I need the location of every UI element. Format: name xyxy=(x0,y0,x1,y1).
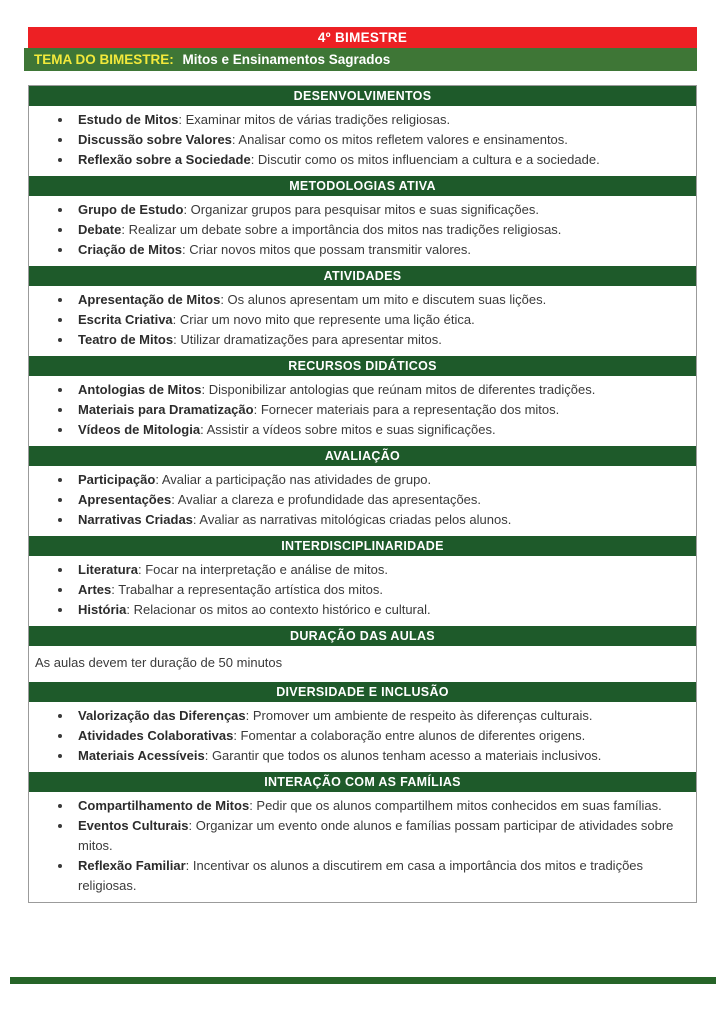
item-label: Reflexão sobre a Sociedade xyxy=(78,152,251,167)
item-desc: : Focar na interpretação e análise de mitos. xyxy=(137,562,388,577)
bullet-list xyxy=(29,706,696,766)
section-title: INTERDISCIPLINARIDADE xyxy=(29,536,696,556)
bullet-list xyxy=(29,380,696,440)
bullet-item xyxy=(73,400,696,420)
item-desc: : Organizar grupos para pesquisar mitos e suas significações. xyxy=(183,202,539,217)
section-desenvolvimentos xyxy=(29,86,696,170)
item-label: Grupo de Estudo xyxy=(78,202,184,217)
bullet-list xyxy=(29,290,696,350)
section-diversidade-e-inclusao xyxy=(29,682,696,766)
section-recursos-didaticos xyxy=(29,356,696,440)
item-desc: : Realizar um debate sobre a importância dos mitos nas tradições religiosas. xyxy=(121,222,562,237)
item-desc: : Assistir a vídeos sobre mitos e suas significações. xyxy=(200,422,496,437)
section-title: INTERAÇÃO COM AS FAMÍLIAS xyxy=(29,772,696,792)
section-title: METODOLOGIAS ATIVA xyxy=(29,176,696,196)
section-interdisciplinaridade xyxy=(29,536,696,620)
theme-label: TEMA DO BIMESTRE: xyxy=(34,52,174,67)
bullet-item xyxy=(73,470,696,490)
bimester-title: 4º BIMESTRE xyxy=(317,30,408,45)
bullet-item xyxy=(73,290,696,310)
item-desc: : Avaliar as narrativas mitológicas criadas pelos alunos. xyxy=(192,512,512,527)
section-body xyxy=(29,470,696,530)
section-body xyxy=(29,796,696,896)
item-desc: : Relacionar os mitos ao contexto histórico e cultural. xyxy=(126,602,431,617)
section-metodologias-ativa xyxy=(29,176,696,260)
bullet-item xyxy=(73,380,696,400)
bullet-item xyxy=(73,796,696,816)
item-desc: : Avaliar a clareza e profundidade das apresentações. xyxy=(171,492,482,507)
item-desc: : Fornecer materiais para a representação dos mitos. xyxy=(253,402,560,417)
item-label: Escrita Criativa xyxy=(78,312,173,327)
theme-value: Mitos e Ensinamentos Sagrados xyxy=(178,52,391,67)
item-desc: : Os alunos apresentam um mito e discutem suas lições. xyxy=(220,292,547,307)
bullet-item xyxy=(73,490,696,510)
item-label: Criação de Mitos xyxy=(78,242,183,257)
item-label: Compartilhamento de Mitos xyxy=(78,798,250,813)
section-title: DURAÇÃO DAS AULAS xyxy=(29,626,696,646)
bullet-item xyxy=(73,816,696,856)
section-interacao-com-as-familias xyxy=(29,772,696,896)
section-body xyxy=(29,706,696,766)
item-label: Estudo de Mitos xyxy=(78,112,179,127)
section-title: ATIVIDADES xyxy=(29,266,696,286)
item-label: Valorização das Diferenças xyxy=(78,708,246,723)
item-label: Apresentações xyxy=(78,492,172,507)
bimester-title-bar xyxy=(28,27,697,48)
bullet-list xyxy=(29,796,696,896)
section-title: RECURSOS DIDÁTICOS xyxy=(29,356,696,376)
item-desc: : Examinar mitos de várias tradições religiosas. xyxy=(178,112,451,127)
item-label: Vídeos de Mitologia xyxy=(78,422,201,437)
bullet-item xyxy=(73,856,696,896)
bullet-item xyxy=(73,110,696,130)
section-avaliacao xyxy=(29,446,696,530)
bullet-item xyxy=(73,726,696,746)
bullet-item xyxy=(73,330,696,350)
bullet-item xyxy=(73,510,696,530)
theme-bar xyxy=(24,48,697,71)
item-label: Literatura xyxy=(78,562,138,577)
item-desc: : Avaliar a participação nas atividades de grupo. xyxy=(155,472,432,487)
section-body xyxy=(29,200,696,260)
item-label: Artes xyxy=(78,582,112,597)
item-desc: : Promover um ambiente de respeito às diferenças culturais. xyxy=(245,708,593,723)
footer-divider-bar xyxy=(10,977,716,984)
item-label: Materiais para Dramatização xyxy=(78,402,254,417)
duration-text: As aulas devem ter duração de 50 minutos xyxy=(35,655,283,670)
item-desc: : Utilizar dramatizações para apresentar mitos. xyxy=(173,332,442,347)
item-label: Debate xyxy=(78,222,122,237)
bullet-item xyxy=(73,706,696,726)
item-desc: : Fomentar a colaboração entre alunos de diferentes origens. xyxy=(233,728,586,743)
bullet-item xyxy=(73,746,696,766)
bullet-item xyxy=(73,600,696,620)
bullet-list xyxy=(29,470,696,530)
bullet-item xyxy=(73,130,696,150)
section-body xyxy=(29,290,696,350)
section-duracao-das-aulas xyxy=(29,626,696,673)
item-label: Materiais Acessíveis xyxy=(78,748,205,763)
item-label: Reflexão Familiar xyxy=(78,858,186,873)
bullet-item xyxy=(73,150,696,170)
section-atividades xyxy=(29,266,696,350)
bullet-item xyxy=(73,420,696,440)
section-title: AVALIAÇÃO xyxy=(29,446,696,466)
item-desc: : Criar novos mitos que possam transmitir valores. xyxy=(182,242,472,257)
bullet-item xyxy=(73,220,696,240)
bullet-item xyxy=(73,310,696,330)
section-body xyxy=(29,653,696,673)
item-desc: : Organizar um evento onde alunos e famílias possam participar de atividades sobre mitos. xyxy=(78,818,674,853)
bullet-list xyxy=(29,200,696,260)
item-desc: : Pedir que os alunos compartilhem mitos conhecidos em suas famílias. xyxy=(249,798,662,813)
item-desc: : Disponibilizar antologias que reúnam mitos de diferentes tradições. xyxy=(201,382,596,397)
item-label: Participação xyxy=(78,472,156,487)
item-desc: : Incentivar os alunos a discutirem em casa a importância dos mitos e tradições religiosas. xyxy=(78,858,644,893)
item-label: Antologias de Mitos xyxy=(78,382,202,397)
item-desc: : Criar um novo mito que represente uma lição ética. xyxy=(172,312,475,327)
item-label: História xyxy=(78,602,127,617)
section-title: DIVERSIDADE E INCLUSÃO xyxy=(29,682,696,702)
bullet-item xyxy=(73,580,696,600)
item-desc: : Discutir como os mitos influenciam a cultura e a sociedade. xyxy=(250,152,600,167)
item-label: Narrativas Criadas xyxy=(78,512,193,527)
item-label: Discussão sobre Valores xyxy=(78,132,232,147)
item-label: Apresentação de Mitos xyxy=(78,292,221,307)
bullet-item xyxy=(73,200,696,220)
item-label: Atividades Colaborativas xyxy=(78,728,234,743)
section-body xyxy=(29,110,696,170)
section-body xyxy=(29,560,696,620)
bullet-list xyxy=(29,110,696,170)
item-desc: : Trabalhar a representação artística dos mitos. xyxy=(111,582,383,597)
item-label: Teatro de Mitos xyxy=(78,332,174,347)
bullet-item xyxy=(73,560,696,580)
section-title: DESENVOLVIMENTOS xyxy=(29,86,696,106)
bullet-item xyxy=(73,240,696,260)
lesson-plan-table xyxy=(28,85,697,903)
item-desc: : Garantir que todos os alunos tenham acesso a materiais inclusivos. xyxy=(204,748,602,763)
item-label: Eventos Culturais xyxy=(78,818,189,833)
item-desc: : Analisar como os mitos refletem valores e ensinamentos. xyxy=(231,132,568,147)
bullet-list xyxy=(29,560,696,620)
section-body xyxy=(29,380,696,440)
